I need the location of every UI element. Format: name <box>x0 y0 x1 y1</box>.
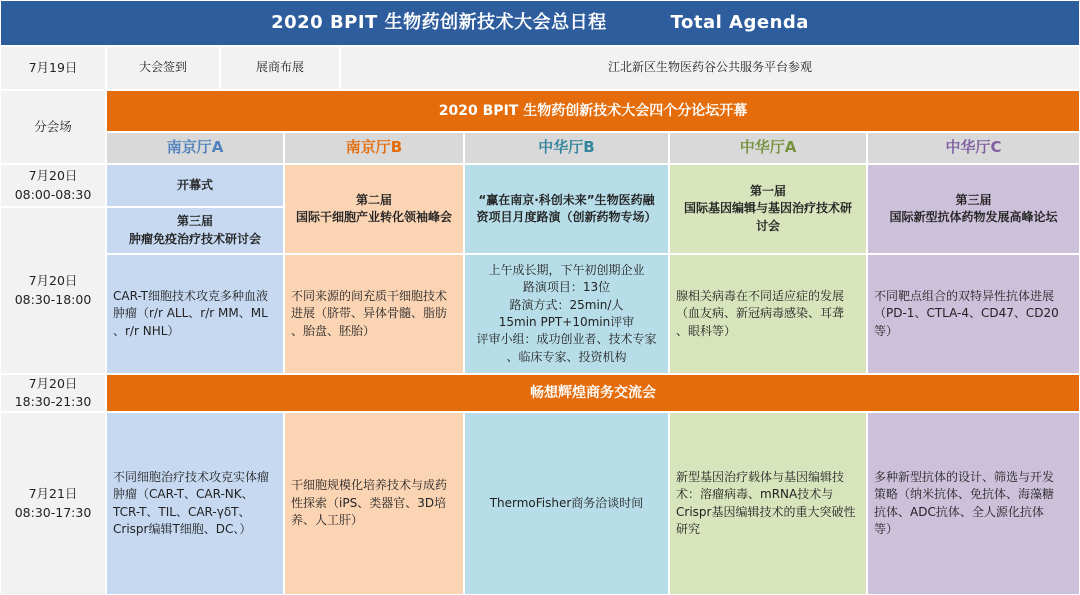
slot2-hall-ca-topic <box>669 254 867 374</box>
forum-name-line: 讨会 <box>755 218 780 233</box>
topic-line: 路演项目：13位 <box>522 280 611 295</box>
topic-line: 养、人工肝） <box>291 513 364 528</box>
topic-line: 15min PPT+10min评审 <box>498 315 635 329</box>
slot3-time: 18:30-21:30 <box>14 394 92 409</box>
topic-line: 、眼科等） <box>676 323 737 338</box>
forum-edition: 第三届 <box>955 192 992 207</box>
slot1-hall-cb-forum <box>464 164 669 254</box>
slot1-datetime <box>0 164 106 207</box>
forum-name-line: 资项目月度路演（创新药物专场） <box>476 210 657 224</box>
topic-line: CAR-T细胞技术攻克多种血液 <box>113 288 268 303</box>
slot2-date: 7月20日 <box>28 273 78 289</box>
topic-line: 研究 <box>676 521 701 536</box>
day1-checkin: 大会签到 <box>106 46 220 90</box>
slot1-date: 7月20日 <box>28 168 78 184</box>
slot4-time: 08:30-17:30 <box>14 504 92 520</box>
slot4-hall-ca-topic <box>669 412 867 595</box>
topic-line: 不同靶点组合的双特异性抗体进展 <box>874 288 1055 303</box>
topic-line: 多种新型抗体的设计、筛选与开发 <box>874 469 1055 484</box>
slot1-opening-ceremony: 开幕式 <box>106 164 284 207</box>
topic-line: 进展（脐带、异体骨髓、脂肪 <box>291 306 448 321</box>
topic-line: 、临床专家、投资机构 <box>506 349 627 364</box>
hall-header-zhonghua-c <box>867 132 1080 164</box>
hall-header-nanjing-a <box>106 132 284 164</box>
slot1-hall-b-forum <box>284 164 464 254</box>
slot2-datetime <box>0 207 106 374</box>
agenda-title-cn: 2020 BPIT 生物药创新技术大会总日程 <box>271 11 607 33</box>
venue-label: 分会场 <box>0 90 106 164</box>
forum-edition: 第三届 <box>176 214 213 229</box>
topic-line: 干细胞规模化培养技术与成药 <box>291 478 448 493</box>
topic-line: 术：溶瘤病毒、mRNA技术与 <box>676 487 834 502</box>
business-networking-banner: 畅想辉煌商务交流会 <box>106 374 1080 412</box>
forum-name-line: “赢在南京·科创未来”生物医药融 <box>478 192 655 207</box>
topic-line: 抗体、ADC抗体、全人源化抗体 <box>874 504 1044 519</box>
topic-line: 上午成长期，下午初创期企业 <box>488 262 645 277</box>
day1-exhibitor-setup: 展商布展 <box>220 46 340 90</box>
hall-header-zhonghua-b <box>464 132 669 164</box>
topic-line: TCR-T、TIL、CAR-γδT、 <box>113 504 251 519</box>
topic-line: 等） <box>874 521 899 536</box>
hall-name: 南京厅A <box>166 138 224 157</box>
topic-line: 新型基因治疗载体与基因编辑技 <box>676 469 845 484</box>
hall-name: 中华厅B <box>538 138 595 157</box>
slot2-hall-a-topic <box>106 254 284 374</box>
slot4-hall-cc-topic <box>867 412 1080 595</box>
day1-platform-visit: 江北新区生物医药谷公共服务平台参观 <box>340 46 1080 90</box>
agenda-title-en: Total Agenda <box>670 11 809 33</box>
topic-line: ThermoFisher商务洽谈时间 <box>489 495 644 510</box>
topic-line: 腺相关病毒在不同适应症的发展 <box>676 288 845 303</box>
slot1-hall-ca-forum <box>669 164 867 254</box>
topic-line: 性探索（iPS、类器官、3D培 <box>291 495 447 510</box>
slot3-datetime <box>0 374 106 412</box>
forum-name: 国际干细胞产业转化领袖峰会 <box>295 210 452 224</box>
forum-edition: 第二届 <box>355 192 392 207</box>
slot4-datetime <box>0 412 106 595</box>
hall-header-nanjing-b <box>284 132 464 164</box>
topic-line: 、胎盘、胚胎） <box>291 323 376 338</box>
topic-line: 、r/r NHL） <box>113 323 180 338</box>
opening-banner: 2020 BPIT 生物药创新技术大会四个分论坛开幕 <box>106 90 1080 132</box>
slot4-hall-a-topic <box>106 412 284 595</box>
hall-header-zhonghua-a <box>669 132 867 164</box>
topic-line: （PD-1、CTLA-4、CD47、CD20 <box>874 306 1059 321</box>
forum-name: 国际新型抗体药物发展高峰论坛 <box>889 210 1058 224</box>
slot2-hall-cc-topic <box>867 254 1080 374</box>
forum-name: 肿瘤免疫治疗技术研讨会 <box>128 231 261 246</box>
topic-line: 不同细胞治疗技术攻克实体瘤 <box>113 469 270 484</box>
topic-line: 策略（纳米抗体、免抗体、海藻糖 <box>874 487 1055 502</box>
agenda-title-bar <box>0 0 1080 46</box>
topic-line: 不同来源的间充质干细胞技术 <box>291 288 448 303</box>
topic-line: 肿瘤（r/r ALL、r/r MM、ML <box>113 306 268 321</box>
hall-name: 中华厅C <box>945 138 1002 157</box>
forum-edition: 第一届 <box>749 183 786 198</box>
slot4-hall-b-topic <box>284 412 464 595</box>
slot2-hall-b-topic <box>284 254 464 374</box>
slot4-date: 7月21日 <box>28 486 78 502</box>
topic-line: （血友病、新冠病毒感染、耳聋 <box>676 306 845 321</box>
topic-line: 肿瘤（CAR-T、CAR-NK、 <box>113 487 254 502</box>
slot1-hall-a-forum <box>106 207 284 254</box>
hall-name: 南京厅B <box>345 138 403 157</box>
slot3-date: 7月20日 <box>28 375 78 391</box>
slot2-hall-cb-topic <box>464 254 669 374</box>
topic-line: 路演方式：25min/人 <box>509 297 624 312</box>
forum-name-line: 国际基因编辑与基因治疗技术研 <box>683 201 852 216</box>
day1-date: 7月19日 <box>0 46 106 90</box>
topic-line: Crispr基因编辑技术的重大突破性 <box>676 504 856 519</box>
slot4-hall-cb-topic <box>464 412 669 595</box>
slot1-time: 08:00-08:30 <box>14 186 92 202</box>
hall-name: 中华厅A <box>739 138 797 157</box>
topic-line: 评审小组：成功创业者、技术专家 <box>476 332 657 347</box>
topic-line: Crispr编辑T细胞、DC、） <box>113 521 252 536</box>
slot1-hall-cc-forum <box>867 164 1080 254</box>
slot2-time: 08:30-18:00 <box>14 291 92 307</box>
topic-line: 等） <box>874 323 899 338</box>
